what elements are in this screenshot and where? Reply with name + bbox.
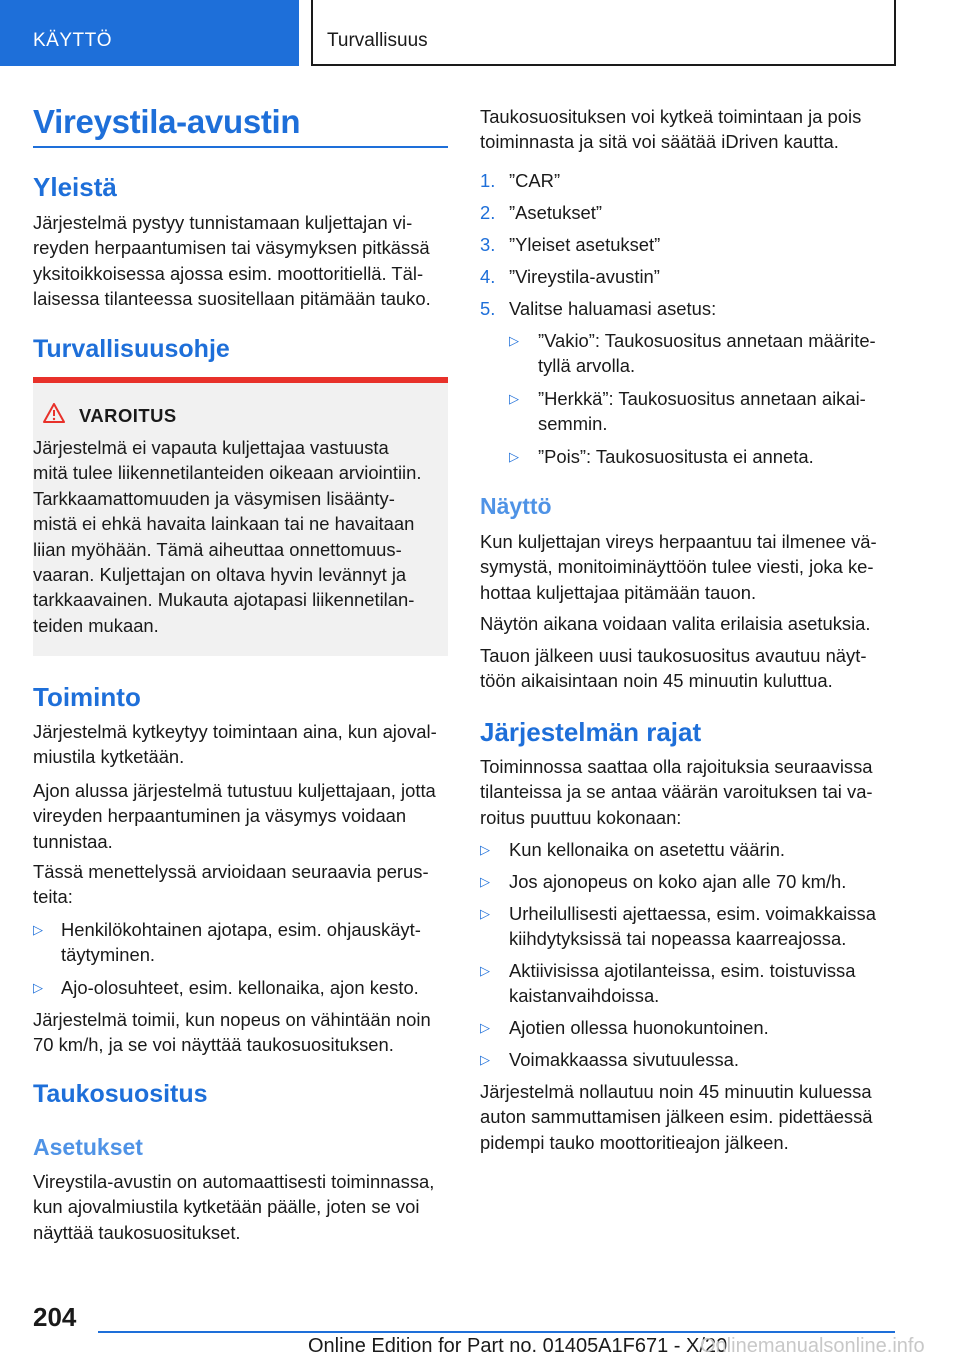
list-item: 3. ”Yleiset asetukset”: [480, 234, 661, 255]
triangle-bullet-icon: ▷: [480, 963, 490, 978]
function-bullet: ▷ Ajo-olosuhteet, esim. kellonaika, ajon kesto.: [33, 975, 453, 1000]
list-item: 4. ”Vireystila-avustin”: [480, 266, 660, 287]
warning-text: Järjestelmä ei vapauta kuljettajaa vastuusta mitä tulee liikennetilanteiden oikeaan arviointiin. Tarkkaamattomuuden ja väsymisen lisäänty- mistä ei ehkä havaita lainkaan tai ne havaitaan liian myöhään. Tämä aiheuttaa onnettomuus- vaaran. Kuljettajan on oltava hyvin levännyt ja tarkkaavainen. Mukauta ajotapasi liikennetilan- teiden mukaan.: [33, 437, 422, 636]
limit-item: ▷ Jos ajonopeus on koko ajan alle 70 km/h.: [480, 869, 900, 894]
page-title: Vireystila-avustin: [33, 103, 301, 140]
triangle-bullet-icon: ▷: [480, 842, 490, 857]
limit-item: ▷ Voimakkaassa sivutuulessa.: [480, 1047, 900, 1072]
chapter-label: Turvallisuus: [327, 30, 428, 51]
heading-safety: Turvallisuusohje: [33, 335, 230, 363]
limit-item: ▷ Ajotien ollessa huonokuntoinen.: [480, 1015, 900, 1040]
list-item: 2. ”Asetukset”: [480, 202, 603, 223]
function-paragraph-2: Ajon alussa järjestelmä tutustuu kuljettajaan, jotta vireyden herpaantuminen ja väsymys voidaan tunnistaa.: [33, 780, 436, 852]
display-paragraph-1: Kun kuljettajan vireys herpaantuu tai ilmenee vä- symystä, monitoiminäyttöön tulee viesti, joka ke- hottaa kuljettajaa pitämään tauon.: [480, 531, 877, 603]
limit-item: ▷ Urheilullisesti ajettaessa, esim. voimakkaissa kiihdytyksissä tai nopeassa kaarreajossa.: [480, 903, 876, 950]
chapter-tab: [311, 0, 896, 66]
general-paragraph: Järjestelmä pystyy tunnistamaan kuljettajan vi- reyden herpaantumisen tai väsymyksen pitkässä yksitoikkoisessa ajossa esim. moottoritiellä. Täl- laisessa tilanteessa suositellaan pitämään tauko.: [33, 212, 431, 310]
heading-function: Toiminto: [33, 682, 141, 712]
option-item: ▷ ”Vakio”: Taukosuositus annetaan määrite- tyllä arvolla.: [509, 330, 876, 377]
section-tab: [0, 0, 299, 66]
heading-break: Taukosuositus: [33, 1080, 208, 1108]
triangle-bullet-icon: ▷: [509, 333, 519, 348]
page-number: 204: [33, 1302, 77, 1332]
triangle-bullet-icon: ▷: [480, 1020, 490, 1035]
edition-text: Online Edition for Part no. 01405A1F671 - X/20: [308, 1335, 728, 1357]
triangle-bullet-icon: ▷: [480, 874, 490, 889]
limit-item: ▷ Kun kellonaika on asetettu väärin.: [480, 837, 900, 862]
footer-rule: [98, 1331, 895, 1333]
watermark: Onlinemanualsonline.info: [700, 1335, 925, 1357]
heading-display: Näyttö: [480, 493, 552, 519]
triangle-bullet-icon: ▷: [480, 1052, 490, 1067]
triangle-bullet-icon: ▷: [33, 980, 43, 995]
reset-paragraph: Järjestelmä nollautuu noin 45 minuutin kuluessa auton sammuttamisen jälkeen esim. pidettäessä pidempi tauko moottoritieajon jälkeen.: [480, 1081, 873, 1153]
heading-general: Yleistä: [33, 172, 117, 202]
steps-list: [480, 168, 900, 328]
limit-item: ▷ Aktiivisissa ajotilanteissa, esim. toistuvissa kaistanvaihdoissa.: [480, 960, 856, 1007]
warning-label: VAROITUS: [79, 405, 177, 426]
triangle-bullet-icon: ▷: [33, 922, 43, 937]
function-paragraph-4: Järjestelmä toimii, kun nopeus on vähintään noin 70 km/h, ja se voi näyttää taukosuosituksen.: [33, 1009, 431, 1056]
function-paragraph-1: Järjestelmä kytkeytyy toimintaan aina, kun ajoval- miustila kytketään.: [33, 721, 437, 768]
list-item: 5. Valitse haluamasi asetus:: [480, 298, 717, 319]
triangle-bullet-icon: ▷: [509, 449, 519, 464]
option-item: ▷ ”Pois”: Taukosuositusta ei anneta.: [509, 444, 904, 469]
limits-intro: Toiminnossa saattaa olla rajoituksia seuraavissa tilanteissa ja se antaa väärän varoituksen tai va- roitus puuttuu kokonaan:: [480, 756, 873, 828]
page-header: [0, 0, 960, 66]
list-item: 1. ”CAR”: [480, 170, 561, 191]
function-paragraph-3: Tässä menettelyssä arvioidaan seuraavia perus- teita:: [33, 861, 429, 908]
triangle-bullet-icon: ▷: [509, 391, 519, 406]
option-item: ▷ ”Herkkä”: Taukosuositus annetaan aikai- semmin.: [509, 388, 866, 435]
warning-box: [33, 377, 448, 656]
heading-limits: Järjestelmän rajat: [480, 717, 702, 747]
warning-bar: [33, 377, 448, 383]
display-paragraph-2: Näytön aikana voidaan valita erilaisia asetuksia.: [480, 613, 871, 634]
triangle-bullet-icon: ▷: [480, 906, 490, 921]
function-bullet: ▷ Henkilökohtainen ajotapa, esim. ohjauskäyt- täytyminen.: [33, 919, 421, 966]
section-label: KÄYTTÖ: [33, 30, 113, 51]
settings-paragraph: Vireystila-avustin on automaattisesti toiminnassa, kun ajovalmiustila kytketään päälle, joten se voi näyttää taukosuositukset.: [33, 1171, 435, 1243]
intro-paragraph: Taukosuosituksen voi kytkeä toimintaan ja pois toiminnasta ja sitä voi säätää iDriven kautta.: [480, 106, 862, 153]
heading-settings: Asetukset: [33, 1134, 143, 1160]
display-paragraph-3: Tauon jälkeen uusi taukosuositus avautuu näyt- töön aikaisintaan noin 45 minuutin kuluttua.: [480, 645, 867, 692]
title-rule: [33, 146, 448, 148]
warning-triangle-icon: [43, 403, 65, 428]
